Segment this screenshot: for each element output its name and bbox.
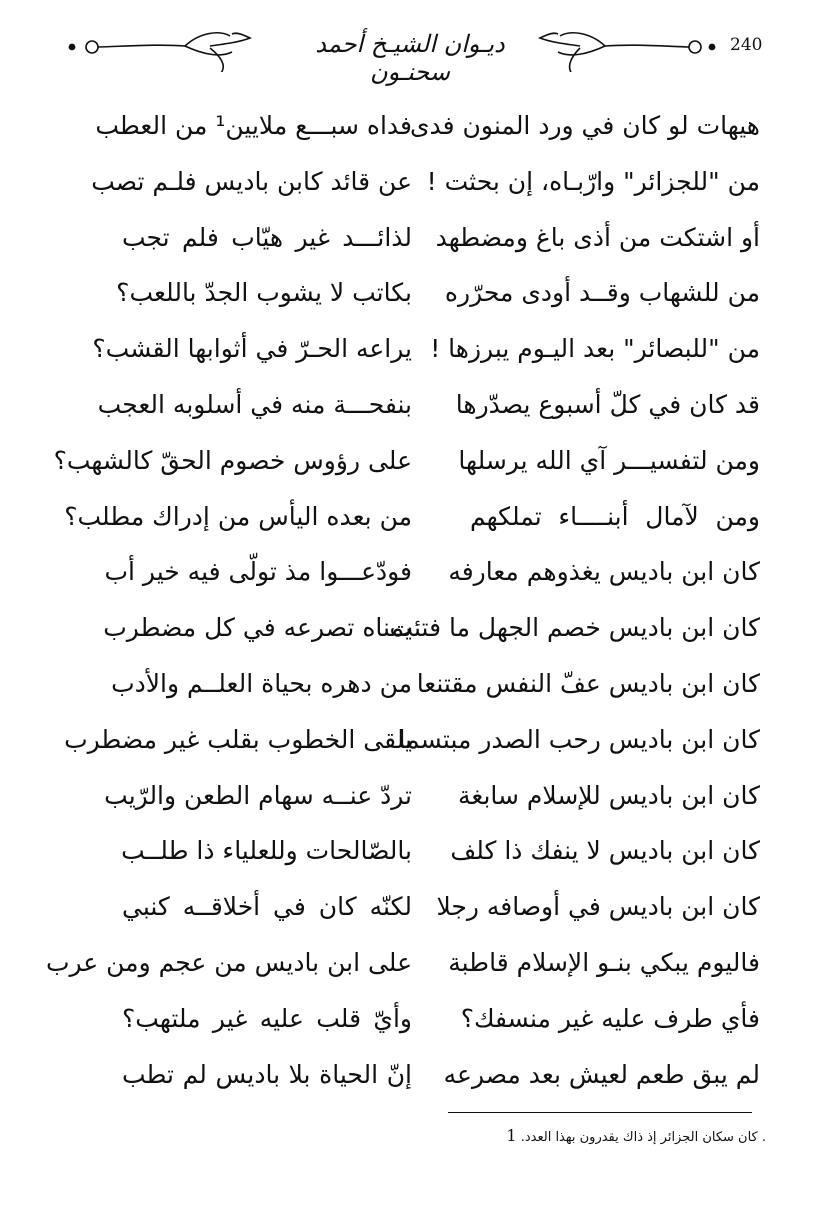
verse-sadr: ومن لآمال أبنــــاء تملكهم <box>470 501 760 531</box>
verse-ajuz: على ابن باديس من عجم ومن عرب <box>45 947 412 977</box>
verse-line <box>110 993 760 1049</box>
verse-ajuz: بنفحـــة منه في أسلوبه العجب <box>97 389 412 419</box>
poem-body <box>45 100 760 1104</box>
verse-ajuz: وأيّ قلب عليه غير ملتهب؟ <box>122 1003 412 1033</box>
verse-line <box>97 379 760 435</box>
verse-ajuz: بكاتب لا يشوب الجدّ باللعب؟ <box>116 278 412 308</box>
verse-sadr: كان ابن باديس عفّ النفس مقتنعا <box>416 668 760 698</box>
verse-line <box>110 212 760 268</box>
verse-ajuz: على رؤوس خصوم الحقّ كالشهب؟ <box>53 445 412 475</box>
page-header <box>60 22 763 86</box>
verse-ajuz: يمناه تصرعه في كل مضطرب <box>103 613 412 643</box>
footnote <box>506 1126 766 1145</box>
verse-line <box>95 100 760 156</box>
verse-line <box>64 714 760 770</box>
verse-sadr: كان ابن باديس للإسلام سابغة <box>457 780 760 810</box>
verse-sadr: من "للبصائر" بعد اليـوم يبرزها ! <box>430 334 760 364</box>
verse-ajuz: فداه سبـــع ملايين¹ من العطب <box>95 111 412 140</box>
verse-ajuz: يلقى الخطوب بقلب غير مضطرب <box>64 724 412 754</box>
verse-sadr: فأي طرف عليه غير منسفك؟ <box>460 1003 760 1033</box>
verse-sadr: كان ابن باديس لا ينفك ذا كلف <box>450 836 760 866</box>
verse-line <box>104 770 760 826</box>
verse-sadr: هيهات لو كان في ورد المنون فدى <box>409 111 760 140</box>
footnote-text: . كان سكان الجزائر إذ ذاك يقدرون بهذا العدد. <box>520 1130 766 1145</box>
verse-sadr: لم يبق طعم لعيش بعد مصرعه <box>443 1059 760 1089</box>
verse-sadr: من "للجزائر" وارّبـاه، إن بحثت ! <box>426 166 760 196</box>
verse-sadr: كان ابن باديس يغذوهم معارفه <box>448 557 760 587</box>
verse-sadr: كان ابن باديس خصم الجهل ما فتئت <box>389 613 760 643</box>
verse-sadr: ومن لتفسيـــر آي الله يرسلها <box>458 445 760 475</box>
verse-line <box>103 602 760 658</box>
verse-line <box>104 546 760 602</box>
verse-line <box>110 658 760 714</box>
verse-sadr: قد كان في كلّ أسبوع يصدّرها <box>455 389 760 419</box>
verse-sadr: من للشهاب وقــد أودى محرّره <box>444 278 760 308</box>
verse-line <box>64 491 760 547</box>
verse-line <box>91 156 760 212</box>
verse-ajuz: من بعده اليأس من إدراك مطلب؟ <box>64 501 412 531</box>
verse-line <box>45 937 760 993</box>
left-flourish-icon <box>69 33 250 72</box>
right-flourish-icon <box>540 33 715 72</box>
verse-sadr: كان ابن باديس رحب الصدر مبتسما <box>398 724 760 754</box>
verse-line <box>110 825 760 881</box>
verse-sadr: فاليوم يبكي بنـو الإسلام قاطبة <box>448 947 760 977</box>
footnote-divider <box>448 1112 752 1113</box>
verse-line <box>110 267 760 323</box>
verse-ajuz: بالصّالحات وللعلياء ذا طلــب <box>121 836 412 866</box>
verse-ajuz: يراعه الحـرّ في أثوابها القشب؟ <box>92 334 412 364</box>
verse-ajuz: من دهره بحياة العلــم والأدب <box>111 668 412 698</box>
verse-line <box>53 435 760 491</box>
verse-ajuz: عن قائد كابن باديس فلـم تصب <box>91 166 412 196</box>
page-number: 240 <box>730 35 763 55</box>
verse-line <box>92 323 760 379</box>
verse-ajuz: لكنّه كان في أخلاقــه كنبي <box>122 892 412 922</box>
verse-sadr: أو اشتكت من أذى باغ ومضطهد <box>435 222 760 252</box>
verse-ajuz: لذائـــد غير هيّاب فلم تجب <box>122 222 412 252</box>
verse-ajuz: تردّ عنــه سهام الطعن والرّيب <box>104 780 412 810</box>
verse-ajuz: إنّ الحياة بلا باديس لم تطب <box>122 1059 412 1089</box>
verse-sadr: كان ابن باديس في أوصافه رجلا <box>436 892 760 922</box>
book-title: ديـوان الشيـخ أحمد سحنـون <box>315 30 505 86</box>
verse-ajuz: فودّعـــوا مذ تولّى فيه خير أب <box>104 557 412 587</box>
verse-line <box>110 1049 760 1105</box>
footnote-marker: 1 <box>506 1126 517 1145</box>
verse-line <box>110 881 760 937</box>
